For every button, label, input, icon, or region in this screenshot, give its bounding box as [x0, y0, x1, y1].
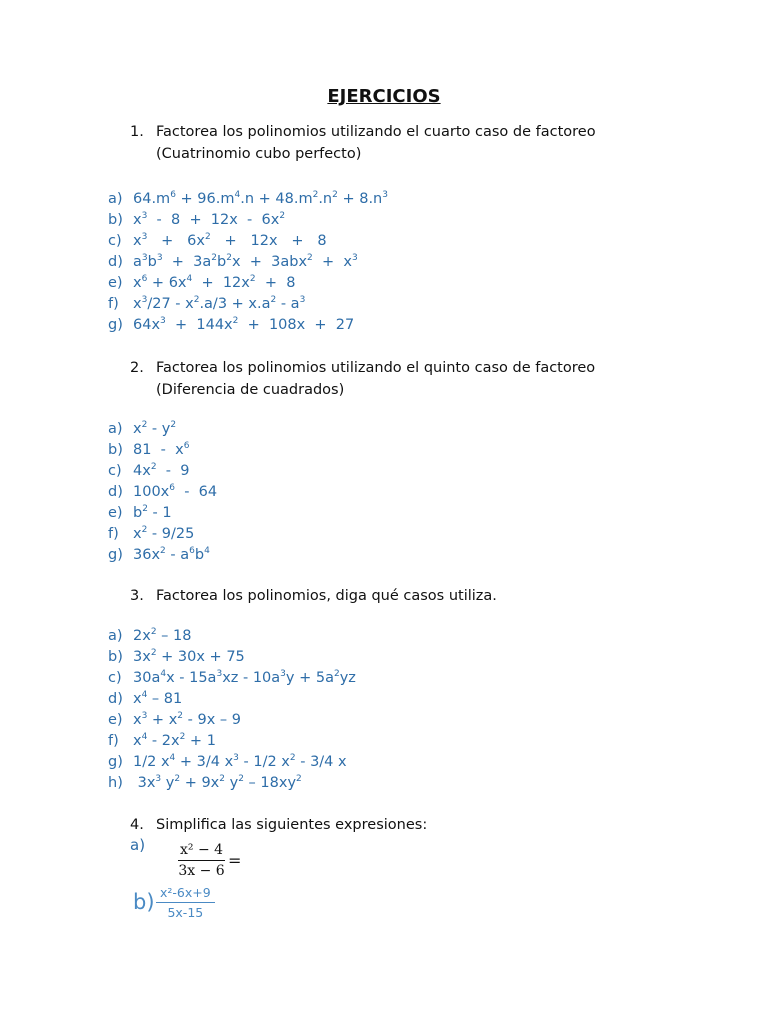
- section-number: 1.: [130, 124, 144, 140]
- item-expression: $x^6 + 6x^4 + 12x^2 + 8$: [133, 274, 296, 291]
- list-item: [108, 440, 217, 461]
- item-expression: $x^4 - 2x^2 + 1$: [133, 732, 216, 749]
- section-3-heading: [130, 585, 497, 607]
- section-number: 4.: [130, 817, 144, 833]
- item-expression: $x^3 + 6x^2 + 12x + 8$: [133, 232, 327, 249]
- section-subtitle: (Cuatrinomio cubo perfecto): [156, 146, 362, 162]
- fraction-a: [178, 842, 241, 879]
- list-item: [108, 545, 217, 566]
- section-2-heading: [130, 357, 595, 401]
- exercise-list-1: [108, 189, 388, 336]
- item-label: c): [108, 463, 122, 479]
- item-expression: $30a^4x - 15a^3xz - 10a^3y + 5a^2yz$: [133, 669, 356, 686]
- item-expression: $x^3 - 8 + 12x - 6x^2$: [133, 211, 286, 228]
- section-subtitle: (Diferencia de cuadrados): [156, 382, 345, 398]
- item-expression: $b^2 - 1$: [133, 504, 172, 521]
- item-label: b): [108, 649, 123, 665]
- item-expression: $100x^6 - 64$: [133, 483, 218, 500]
- section-title: Simplifica las siguientes expresiones:: [156, 817, 428, 833]
- item-expression: $64.m^6 + 96.m^4.n + 48.m^2.n^2 + 8.n^3$: [133, 190, 388, 207]
- item-label: a): [108, 421, 123, 437]
- section-title: Factorea los polinomios utilizando el cuarto caso de factoreo: [156, 124, 596, 140]
- list-item: [108, 731, 356, 752]
- item-expression: $81 - x^6$: [133, 441, 190, 458]
- item-label: a): [108, 628, 123, 644]
- section-title: Factorea los polinomios utilizando el quinto caso de factoreo: [156, 360, 596, 376]
- item-label: e): [108, 712, 123, 728]
- item-expression: $x^2 - 9/25$: [133, 525, 195, 542]
- item-label: g): [108, 754, 123, 770]
- fraction-numerator: x² − 4: [178, 842, 225, 861]
- list-item: [108, 752, 356, 773]
- item-label: g): [108, 547, 123, 563]
- item-label: f): [108, 733, 119, 749]
- section-4-heading: [130, 814, 427, 836]
- page-title: EJERCICIOS: [327, 86, 441, 107]
- item-label: c): [108, 233, 122, 249]
- fraction-denominator: 5x-15: [167, 905, 204, 920]
- item-expression: $64x^3 + 144x^2 + 108x + 27$: [133, 316, 355, 333]
- item-expression: $4x^2 - 9$: [133, 462, 190, 479]
- list-item: [108, 773, 356, 794]
- list-item: [108, 294, 388, 315]
- list-item: [108, 315, 388, 336]
- exercise-list-2: [108, 419, 217, 566]
- item-label: b): [108, 212, 123, 228]
- list-item: [108, 689, 356, 710]
- fraction-b: [156, 885, 215, 920]
- item-label: d): [108, 254, 123, 270]
- list-item: [108, 231, 388, 252]
- list-item: [108, 503, 217, 524]
- list-item: [108, 668, 356, 689]
- item-label: e): [108, 505, 123, 521]
- item-label: d): [108, 484, 123, 500]
- list-item: [108, 189, 388, 210]
- list-item: [108, 710, 356, 731]
- list-item: [108, 626, 356, 647]
- item-expression: $3x^2 + 30x + 75$: [133, 648, 245, 665]
- item-expression: $x^2 - y^2$: [133, 420, 177, 437]
- section-number: 3.: [130, 588, 144, 604]
- item-expression: $x^4 - 81$: [133, 690, 183, 707]
- item-label: g): [108, 317, 123, 333]
- item-label: d): [108, 691, 123, 707]
- item-label: a): [130, 836, 146, 854]
- fraction-numerator: x²-6x+9: [156, 885, 215, 903]
- item-label: h): [108, 775, 123, 791]
- list-item: [108, 647, 356, 668]
- item-expression: $2x^2 - 18$: [133, 627, 192, 644]
- item-label: a): [108, 191, 123, 207]
- fraction-denominator: 3x − 6: [178, 863, 225, 879]
- item-label: b): [108, 442, 123, 458]
- item-label: b): [133, 890, 155, 914]
- list-item: [108, 273, 388, 294]
- list-item: [108, 210, 388, 231]
- exercise-list-3: [108, 626, 356, 794]
- item-label: e): [108, 275, 123, 291]
- list-item: [108, 524, 217, 545]
- item-expression: $36x^2 - a^6b^4$: [133, 546, 210, 563]
- list-item: [108, 419, 217, 440]
- list-item: [108, 482, 217, 503]
- item-expression: $x^3/27 - x^2.a/3 + x.a^2 - a^3$: [133, 295, 306, 312]
- list-item: [108, 461, 217, 482]
- section-number: 2.: [130, 360, 144, 376]
- item-label: f): [108, 526, 119, 542]
- item-label: f): [108, 296, 119, 312]
- item-expression: $x^3 + x^2 - 9x - 9$: [133, 711, 241, 728]
- list-item: [108, 252, 388, 273]
- item-expression: $3x^3$ $y^2 + 9x^2$ $y^2 - 18xy^2$: [133, 774, 302, 791]
- equals-sign: =: [228, 851, 242, 870]
- section-1-heading: [130, 121, 596, 165]
- item-expression: $a^3b^3 + 3a^2b^2x + 3abx^2 + x^3$: [133, 253, 358, 270]
- section-title: Factorea los polinomios, diga qué casos utiliza.: [156, 588, 497, 604]
- item-expression: 1/2 $x^4 + 3/4$ $x^3 - 1/2$ $x^2 - 3/4$ x: [133, 753, 347, 770]
- item-label: c): [108, 670, 122, 686]
